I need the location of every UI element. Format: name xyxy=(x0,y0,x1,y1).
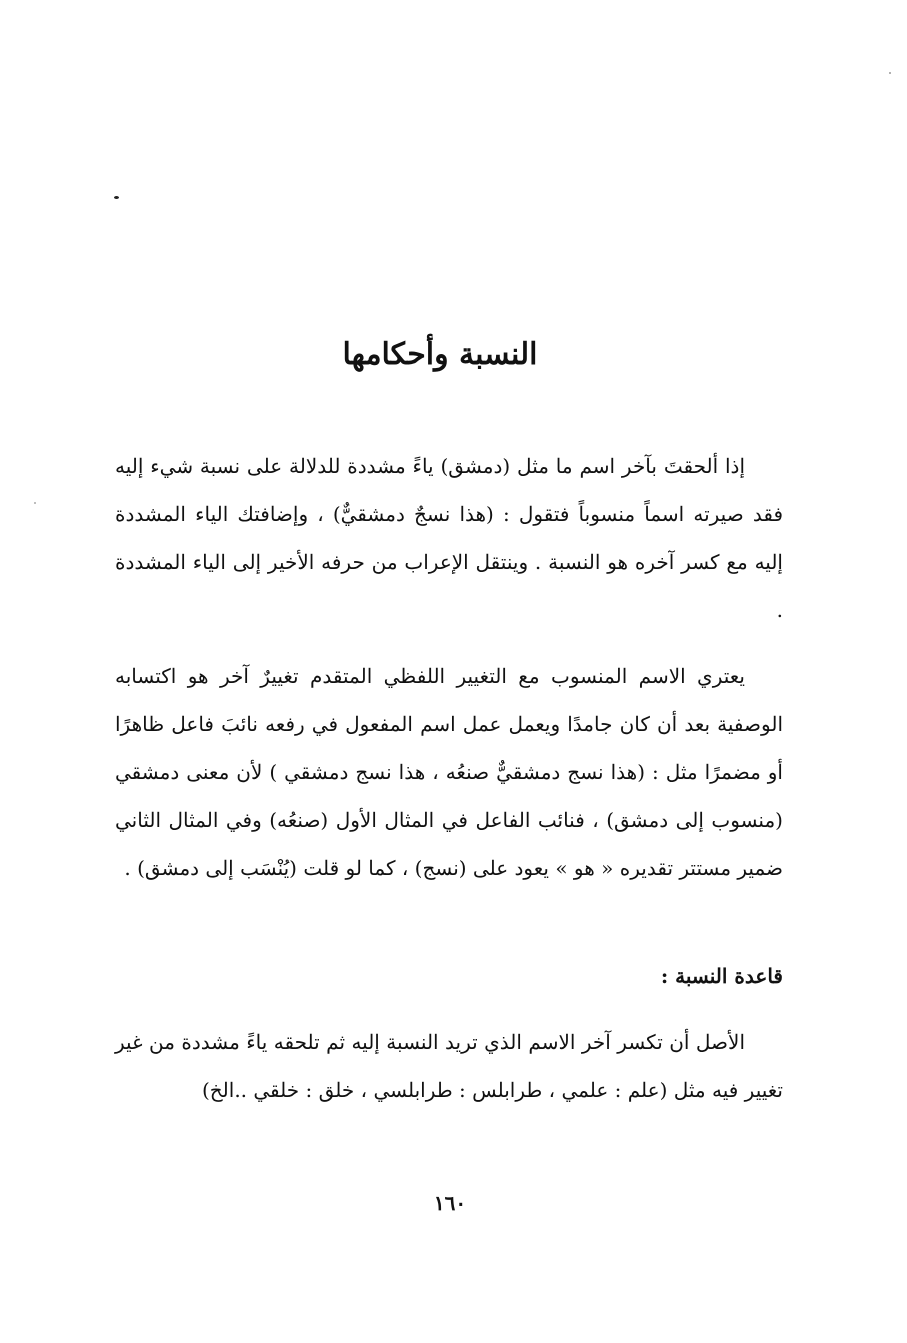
paragraph-adjectival: يعتري الاسم المنسوب مع التغيير اللفظي المتقدم تغييرٌ آخر هو اكتسابه الوصفية بعد أن كان جامدًا ويعمل عمل اسم المفعول في رفعه نائبَ فاعل ظاهرًا أو مضمرًا مثل : (هذا نسج دمشقيٌّ صنعُه ، هذا نسج دمشقي ) لأن معنى دمشقي (منسوب إلى دمشق) ، فنائب الفاعل في المثال الأول (صنعُه) وفي المثال الثاني ضمير مستتر تقديره « هو » يعود على (نسج) ، كما لو قلت (يُنْسَب إلى دمشق) . xyxy=(115,664,783,880)
section-heading-rule: قاعدة النسبة : xyxy=(660,964,783,988)
ink-speck xyxy=(114,196,119,199)
page-number: ١٦٠ xyxy=(433,1191,467,1215)
paragraph-intro: إذا ألحقتَ بآخر اسم ما مثل (دمشق) ياءً مشددة للدلالة على نسبة شيء إليه فقد صيرته اسماً منسوباً فتقول : (هذا نسجٌ دمشقيٌّ) ، وإضافتك الياء المشددة إليه مع كسر آخره هو النسبة . وينتقل الإعراب من حرفه الأخير إلى الياء المشددة . xyxy=(115,454,783,622)
ink-speck xyxy=(889,72,891,74)
paragraph-rule: الأصل أن تكسر آخر الاسم الذي تريد النسبة إليه ثم تلحقه ياءً مشددة من غير تغيير فيه مثل (علم : علمي ، طرابلس : طرابلسي ، خلق : خلقي ..الخ) xyxy=(115,1030,783,1102)
chapter-title: النسبة وأحكامها xyxy=(342,337,538,372)
ink-speck xyxy=(34,502,36,504)
